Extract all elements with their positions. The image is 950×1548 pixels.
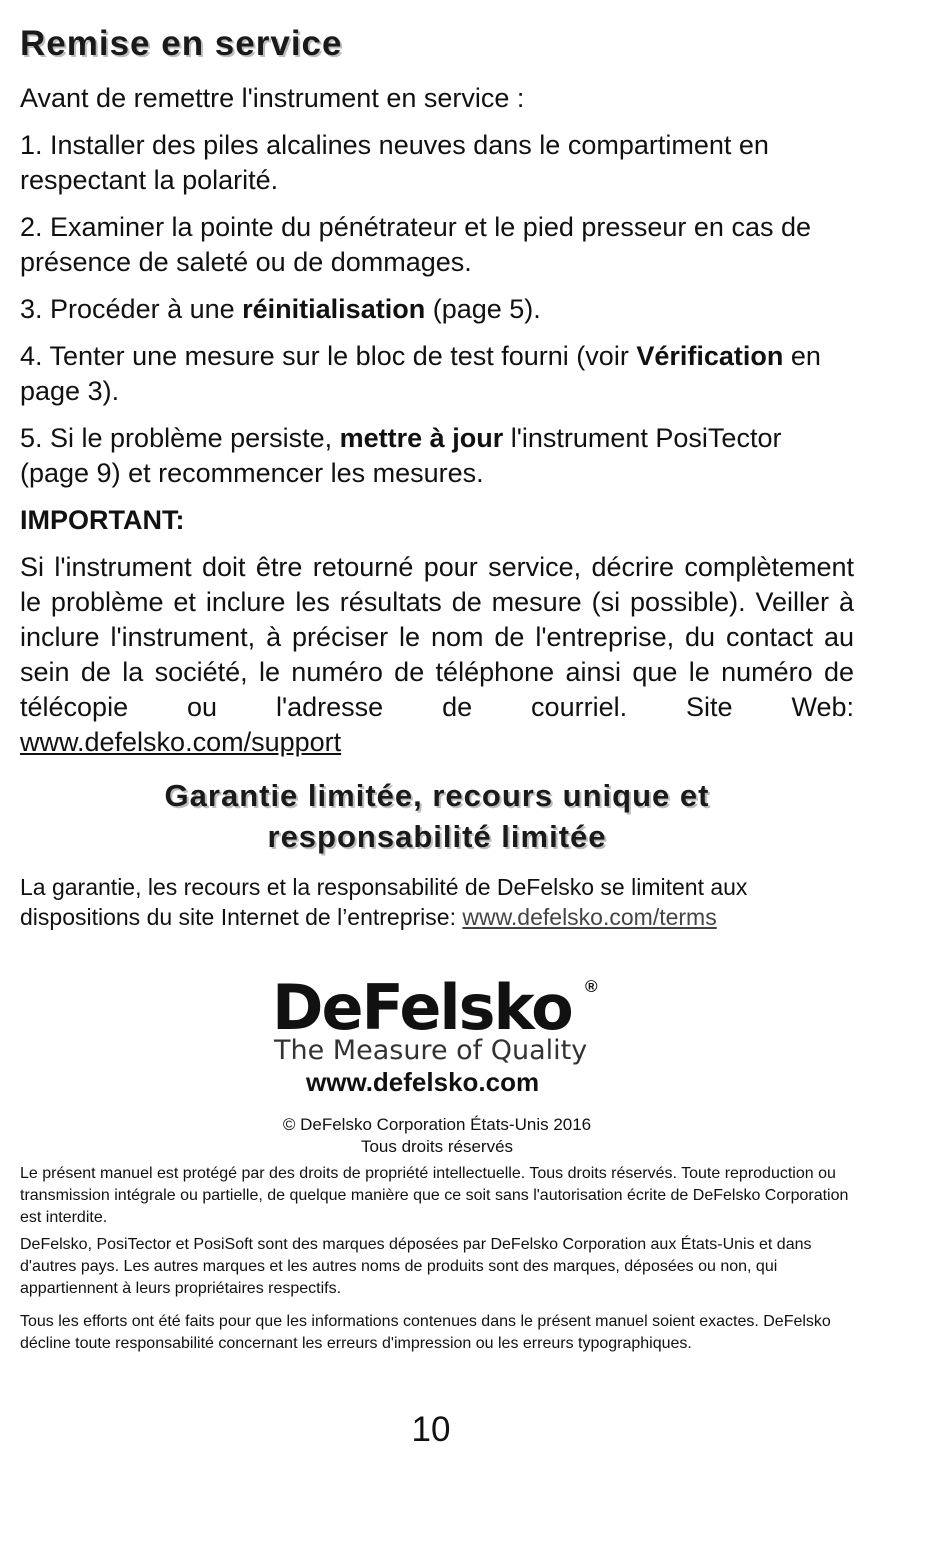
registered-mark: ®	[585, 977, 598, 996]
step-1: 1. Installer des piles alcalines neuves dans le compartiment en respectant la polarité.	[20, 130, 769, 195]
step-5-text: 5. Si le problème persiste,	[20, 423, 340, 453]
important-body: Si l'instrument doit être retourné pour service, décrire complètement le problème et inclure les résultats de mesure (si possible). Veiller à inclure l'instrument, à préciser le nom de l'entreprise, du contact au sein de la société, le numéro de téléphone ainsi que le numéro de télécopie ou l'adresse de courriel. Site Web:	[20, 552, 854, 722]
legal-paragraph-1: Le présent manuel est protégé par des droits de propriété intellectuelle. Tous droits réservés. Toute reproduction ou transmission intégrale ou partielle, de quelque manière que ce soit sans l'autorisation écrite de DeFelsko Corporation est interdite.	[20, 1165, 849, 1226]
step-4-text-end: en page 3).	[20, 341, 821, 406]
logo-wordmark: DeFelsko	[272, 971, 572, 1044]
section-title-garantie-line2: responsabilité limitée	[267, 819, 607, 854]
step-5-text-end: l'instrument PosiTector (page 9) et recommencer les mesures.	[20, 423, 782, 488]
step-5	[20, 421, 854, 491]
important-label	[20, 503, 854, 538]
logo-tagline: The Measure of Quality	[274, 1035, 588, 1066]
legal-paragraph-2: DeFelsko, PosiTector et PosiSoft sont des marques déposées par DeFelsko Corporation aux États-Unis et dans d'autres pays. Les autres marques et les autres noms de produits sont des marques, déposées ou non, qui appartiennent à leurs propriétaires respectifs.	[20, 1236, 812, 1297]
legal-paragraph-3: Tous les efforts ont été faits pour que les informations contenues dans le présent manuel soient exactes. DeFelsko décline toute responsabilité concernant les erreurs d'impression ou les erreurs typographiques.	[20, 1313, 831, 1352]
step-2: 2. Examiner la pointe du pénétrateur et le pied presseur en cas de présence de saleté ou de dommages.	[20, 212, 811, 277]
page-number: 10	[411, 1410, 451, 1449]
step-4-bold: Vérification	[636, 341, 784, 371]
warranty-body: La garantie, les recours et la responsabilité de DeFelsko se limitent aux dispositions du site Internet de l’entreprise:	[20, 874, 748, 930]
step-3	[20, 292, 854, 327]
important-text	[20, 550, 854, 760]
step-4	[20, 339, 854, 409]
section-title-garantie	[20, 775, 854, 857]
support-link[interactable]: www.defelsko.com/support	[20, 727, 342, 757]
defelsko-logo	[272, 971, 612, 1097]
intro-text: Avant de remettre l'instrument en service :	[20, 83, 525, 113]
terms-link[interactable]: www.defelsko.com/terms	[462, 904, 717, 930]
step-3-text-end: (page 5).	[425, 294, 541, 324]
step-3-text: 3. Procéder à une	[20, 294, 243, 324]
step-3-bold: réinitialisation	[242, 294, 426, 324]
important-label-text: IMPORTANT:	[20, 505, 185, 535]
step-4-text: 4. Tenter une mesure sur le bloc de test fourni (voir	[20, 341, 637, 371]
section-title-remise-en-service: Remise en service	[20, 24, 343, 63]
rights-line: Tous droits réservés	[360, 1137, 514, 1156]
warranty-text	[20, 872, 854, 932]
copyright-line: © DeFelsko Corporation États-Unis 2016	[282, 1115, 592, 1134]
section-title-garantie-line1: Garantie limitée, recours unique et	[164, 778, 710, 813]
step-5-bold: mettre à jour	[339, 423, 504, 453]
logo-website: www.defelsko.com	[306, 1067, 540, 1097]
